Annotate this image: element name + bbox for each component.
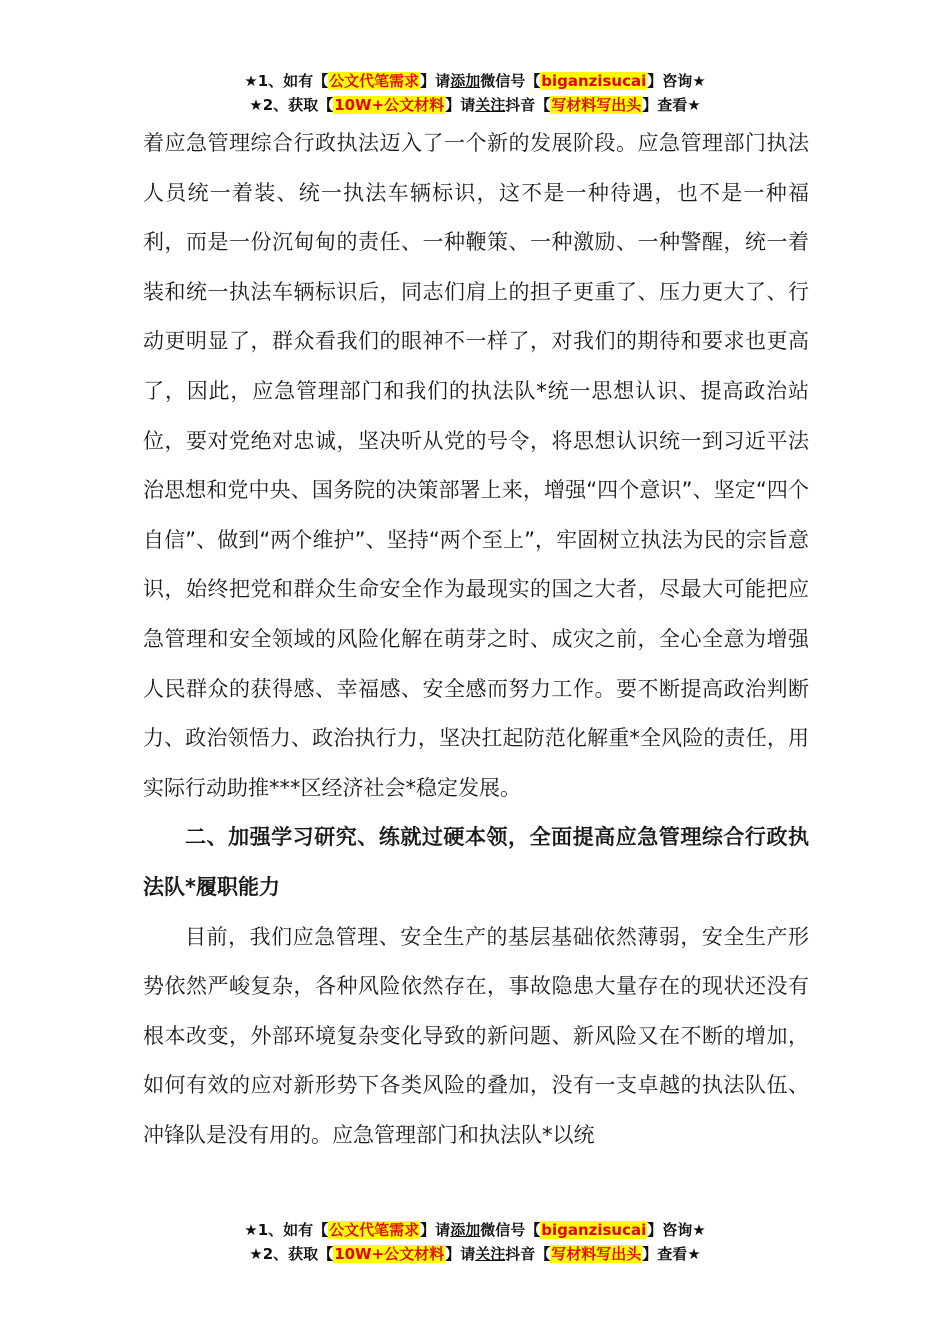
body-paragraph: 目前，我们应急管理、安全生产的基层基础依然薄弱，安全生产形势依然严峻复杂，各种风险依然存在，事故隐患大量存在的现状还没有根本改变，外部环境复杂变化导致的新问题、新风险又在不断的增加，如何有效的应对新形势下各类风险的叠加，没有一支卓越的执法队伍、冲锋队是没有用的。应急管理部门和执法队*以统 bbox=[143, 924, 809, 1147]
highlight-service: 公文代笔需求 bbox=[329, 72, 420, 90]
banner-text: 】咨询★ bbox=[647, 1221, 706, 1239]
banner-line-2 bbox=[0, 1242, 950, 1266]
banner-line-1 bbox=[0, 69, 950, 93]
banner-emphasis: 关注 bbox=[475, 96, 506, 114]
banner-text: 】请 bbox=[420, 72, 451, 90]
highlight-douyin-id: 写材料写出头 bbox=[551, 1245, 642, 1263]
banner-text: 抖音【 bbox=[505, 96, 551, 114]
body-paragraph: 着应急管理综合行政执法迈入了一个新的发展阶段。应急管理部门执法人员统一着装、统一执法车辆标识，这不是一种待遇，也不是一种福利，而是一份沉甸甸的责任、一种鞭策、一种激励、一种警醒，统一着装和统一执法车辆标识后，同志们肩上的担子更重了、压力更大了、行动更明显了，群众看我们的眼神不一样了，对我们的期待和要求也更高了，因此，应急管理部门和我们的执法队*统一思想认识、提高政治站位，要对党绝对忠诚，坚决听从党的号令，将思想认识统一到习近平法治思想和党中央、国务院的决策部署上来，增强“四个意识”、坚定“四个自信”、做到“两个维护”、坚持“两个至上”，牢固树立执法为民的宗旨意识，始终把党和群众生命安全作为最现实的国之大者，尽最大可能把应急管理和安全领域的风险化解在萌芽之时、成灾之前，全心全意为增强人民群众的获得感、幸福感、安全感而努力工作。要不断提高政治判断力、政治领悟力、政治执行力，坚决扛起防范化解重*全风险的责任，用实际行动助推***区经济社会*稳定发展。 bbox=[143, 131, 809, 800]
highlight-wechat-id: biganzisucai bbox=[541, 72, 647, 90]
banner-text: 】咨询★ bbox=[647, 72, 706, 90]
banner-text: 】请 bbox=[445, 1245, 476, 1263]
banner-emphasis: 关注 bbox=[475, 1245, 506, 1263]
banner-line-1 bbox=[0, 1218, 950, 1242]
banner-text: 微信号【 bbox=[480, 72, 541, 90]
banner-text: ★1、如有【 bbox=[244, 1221, 329, 1239]
header-banner bbox=[0, 69, 950, 117]
highlight-materials: 10W+公文材料 bbox=[334, 96, 445, 114]
banner-emphasis: 添加 bbox=[450, 72, 481, 90]
highlight-materials: 10W+公文材料 bbox=[334, 1245, 445, 1263]
banner-emphasis: 添加 bbox=[450, 1221, 481, 1239]
banner-text: 】查看★ bbox=[642, 1245, 701, 1263]
highlight-wechat-id: biganzisucai bbox=[541, 1221, 647, 1239]
banner-text: 】请 bbox=[445, 96, 476, 114]
highlight-douyin-id: 写材料写出头 bbox=[551, 96, 642, 114]
banner-text: ★2、获取【 bbox=[249, 96, 334, 114]
banner-text: 】请 bbox=[420, 1221, 451, 1239]
banner-line-2 bbox=[0, 93, 950, 117]
banner-text: 微信号【 bbox=[480, 1221, 541, 1239]
banner-text: ★2、获取【 bbox=[249, 1245, 334, 1263]
banner-text: 】查看★ bbox=[642, 96, 701, 114]
document-body bbox=[143, 119, 809, 1160]
footer-banner bbox=[0, 1218, 950, 1266]
section-heading: 二、加强学习研究、练就过硬本领，全面提高应急管理综合行政执法队*履职能力 bbox=[143, 825, 809, 899]
banner-text: 抖音【 bbox=[505, 1245, 551, 1263]
highlight-service: 公文代笔需求 bbox=[329, 1221, 420, 1239]
banner-text: ★1、如有【 bbox=[244, 72, 329, 90]
